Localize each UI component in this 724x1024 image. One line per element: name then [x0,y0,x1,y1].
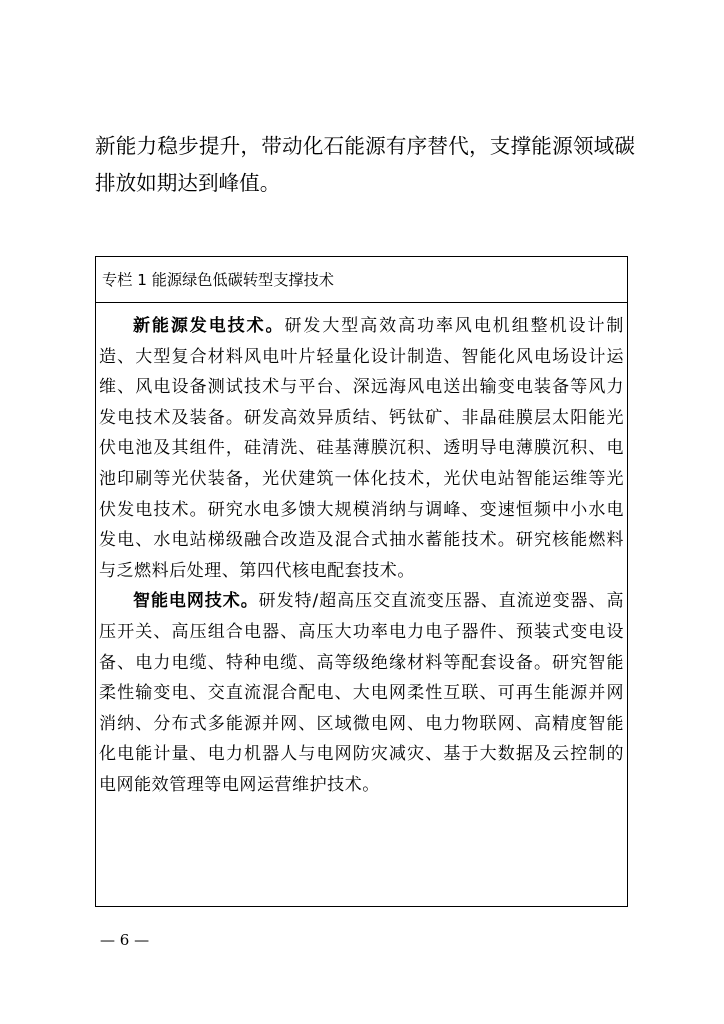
section-body: 研发大型高效高功率风电机组整机设计制造、大型复合材料风电叶片轻量化设计制造、智能化风电场设计运维、风电设备测试技术与平台、深远海风电送出输变电装备等风力发电技术及装备。研发高效异质结、钙钛矿、非晶硅膜层太阳能光伏电池及其组件，硅清洗、硅基薄膜沉积、透明导电薄膜沉积、电池印刷等光伏装备，光伏建筑一体化技术，光伏电站智能运维等光伏发电技术。研究水电多馈大规模消纳与调峰、变速恒频中小水电发电、水电站梯级融合改造及混合式抽水蓄能技术。研究核能燃料与乏燃料后处理、第四代核电配套技术。 [99,316,624,581]
box-body [96,303,627,801]
feature-box [95,256,628,907]
box-title: 专栏 1 能源绿色低碳转型支撑技术 [96,257,627,303]
page-number: — 6 — [100,931,150,949]
section-body: 研发特/超高压交直流变压器、直流逆变器、高压开关、高压组合电器、高压大功率电力电子器件、预装式变电设备、电力电缆、特种电缆、高等级绝缘材料等配套设备。研究智能柔性输变电、交直流混合配电、大电网柔性互联、可再生能源并网消纳、分布式多能源并网、区域微电网、电力物联网、高精度智能化电能计量、电力机器人与电网防灾减灾、基于大数据及云控制的电网能效管理等电网运营维护技术。 [99,591,624,795]
section-new-energy [99,311,624,586]
section-smart-grid [99,586,624,800]
section-heading: 新能源发电技术。 [133,316,285,336]
intro-paragraph: 新能力稳步提升，带动化石能源有序替代，支撑能源领域碳排放如期达到峰值。 [95,134,635,195]
section-heading: 智能电网技术。 [133,591,259,612]
